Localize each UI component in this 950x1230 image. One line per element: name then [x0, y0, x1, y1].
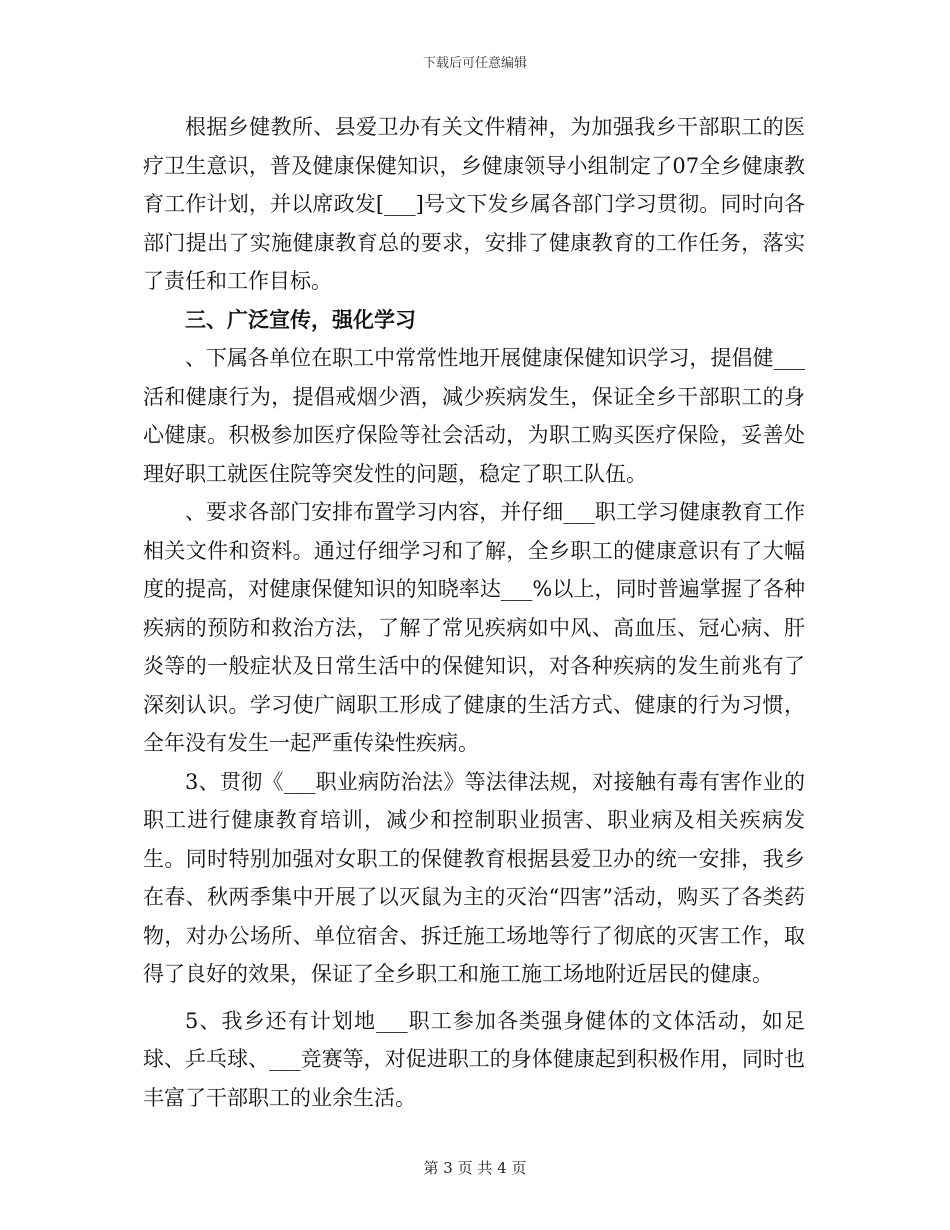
paragraph-item-5: 5、我乡还有计划地___职工参加各类强身健体的文体活动，如足球、乒乓球、___竞赛等，对促进职工的身体健康起到积极作用，同时也丰富了干部职工的业余生活。	[143, 1008, 805, 1110]
paragraph-study-1: 、下属各单位在职工中常常性地开展健康保健知识学习，提倡健___活和健康行为，提倡戒烟少酒，减少疾病发生，保证全乡干部职工的身心健康。积极参加医疗保险等社会活动，为职工购买医疗保险，妥善处理好职工就医住院等突发性的问题，稳定了职工队伍。	[143, 346, 805, 486]
page-header: 下载后可任意编辑	[422, 56, 527, 71]
section-heading: 三、广泛宣传，强化学习	[185, 306, 416, 332]
document-body	[143, 108, 805, 1117]
paragraph-study-2: 、要求各部门安排布置学习内容，并仔细___职工学习健康教育工作相关文件和资料。通过仔细学习和了解，全乡职工的健康意识有了大幅度的提高，对健康保健知识的知晓率达___%以上，同时普遍掌握了各种疾病的预防和救治方法，了解了常见疾病如中风、高血压、冠心病、肝炎等的一般症状及日常生活中的保健知识，对各种疾病的发生前兆有了深刻认识。学习使广阔职工形成了健康的生活方式、健康的行为习惯，全年没有发生一起严重传染性疾病。	[143, 500, 805, 755]
paragraph-item-3: 3、贯彻《___职业病防治法》等法律法规，对接触有毒有害作业的职工进行健康教育培训，减少和控制职业损害、职业病及相关疾病发生。同时特别加强对女职工的保健教育根据县爱卫办的统一安排，我乡在春、秋两季集中开展了以灭鼠为主的灭治“四害”活动，购买了各类药物，对办公场所、单位宿舍、拆迁施工场地等行了彻底的灭害工作，取得了良好的效果，保证了全乡职工和施工施工场地附近居民的健康。	[143, 769, 805, 986]
page-number: 第 3 页 共 4 页	[423, 1159, 527, 1177]
paragraph-plan: 根据乡健教所、县爱卫办有关文件精神，为加强我乡干部职工的医疗卫生意识，普及健康保健知识，乡健康领导小组制定了07全乡健康教育工作计划，并以席政发[___]号文下发乡属各部门学习贯彻。同时向各部门提出了实施健康教育总的要求，安排了健康教育的工作任务，落实了责任和工作目标。	[143, 115, 805, 293]
